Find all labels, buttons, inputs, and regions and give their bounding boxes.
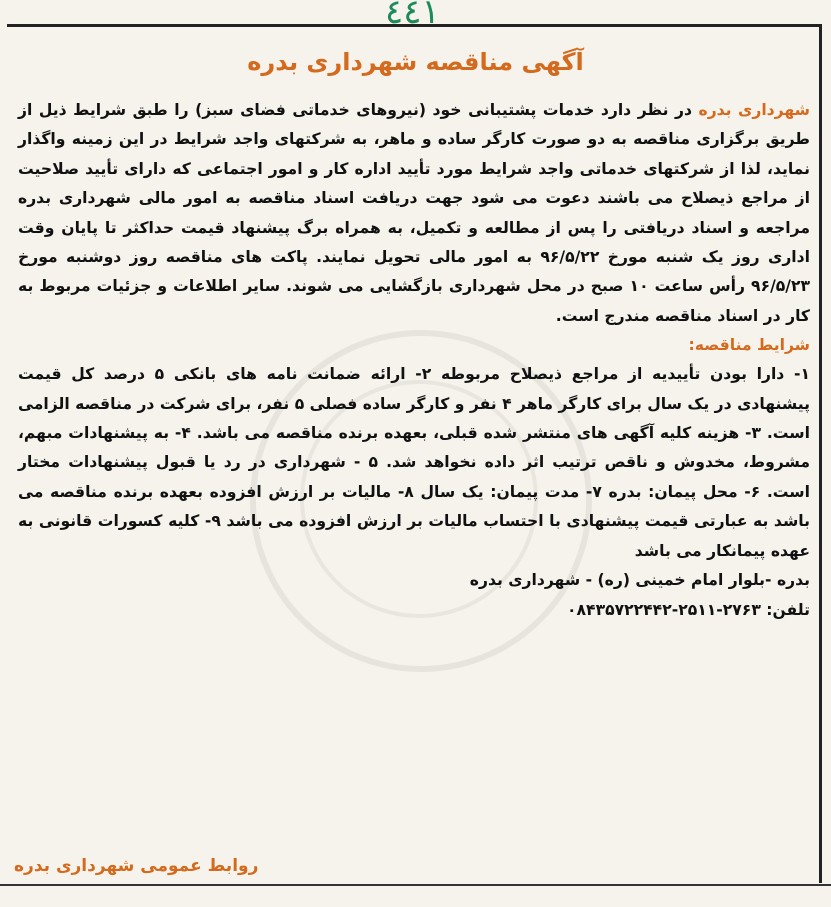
address: بدره -بلوار امام خمینی (ره) - شهرداری بدره [469, 571, 810, 590]
intro-paragraph [18, 96, 810, 331]
intro-text: در نظر دارد خدمات پشتیبانی خود (نیروهای خدماتی فضای سبز) را طبق شرایط ذیل از طریق برگزاری مناقصه به دو صورت کارگر ساده و ماهر، به شرکتهای واجد شرایط در این زمینه واگذار نماید، لذا از شرکتهای خدماتی واجد شرایط مورد تأیید اداره کار و امور اجتماعی که دارای تأیید صلاحیت از مراجع ذیصلاح می باشند دعوت می شود جهت دریافت اسناد مناقصه به امور مالی شهرداری بدره مراجعه و اسناد دریافتی را پس از مطالعه و تکمیل، به همراه برگ پیشنهاد قیمت حداکثر تا پایان وقت اداری روز یک شنبه مورخ ۹۶/۵/۲۲ به امور مالی تحویل نمایند. پاکت های مناقصه روز دوشنبه مورخ ۹۶/۵/۲۳ رأس ساعت ۱۰ صبح در محل شهرداری بازگشایی می شوند. سایر اطلاعات و جزئیات مربوط به کار در اسناد مناقصه مندرج است. [18, 101, 811, 325]
conditions-text: ۱- دارا بودن تأییدیه از مراجع ذیصلاح مربوطه ۲- ارائه ضمانت نامه های بانکی ۵ درصد کل قیمت پیشنهادی در یک سال برای کارگر ماهر ۴ نفر و کارگر ساده فصلی ۵ نفر، برای شرکت در مناقصه الزامی است. ۳- هزینه کلیه آگهی های منتشر شده قبلی، بعهده برنده مناقصه می باشد. ۴- به پیشنهادات مبهم، مشروط، مخدوش و ناقص ترتیب اثر داده نخواهد شد. ۵ - شهرداری در رد یا قبول پیشنهادات مختار است. ۶- محل پیمان: بدره ۷- مدت پیمان: یک سال ۸- مالیات بر ارزش افزوده بعهده برنده مناقصه می باشد به عبارتی قیمت پیشنهادی با احتساب مالیات بر ارزش افزوده می باشد ۹- کلیه کسورات قانونی به عهده پیمانکار می باشد [18, 365, 810, 560]
ad-body [18, 96, 810, 625]
intro-lead: شهرداری بدره [698, 101, 811, 119]
handwritten-note: ٤٤١ [385, 0, 440, 32]
page-title: آگهی مناقصه شهرداری بدره [247, 48, 584, 76]
conditions-heading: شرایط مناقصه: [688, 336, 810, 355]
phone: تلفن: ۲۷۶۳-۲۵۱۱-۰۸۴۳۵۷۲۲۴۴۲ [567, 600, 810, 619]
footer-public-relations: روابط عمومی شهرداری بدره [14, 856, 259, 876]
bottom-rule [0, 884, 831, 886]
